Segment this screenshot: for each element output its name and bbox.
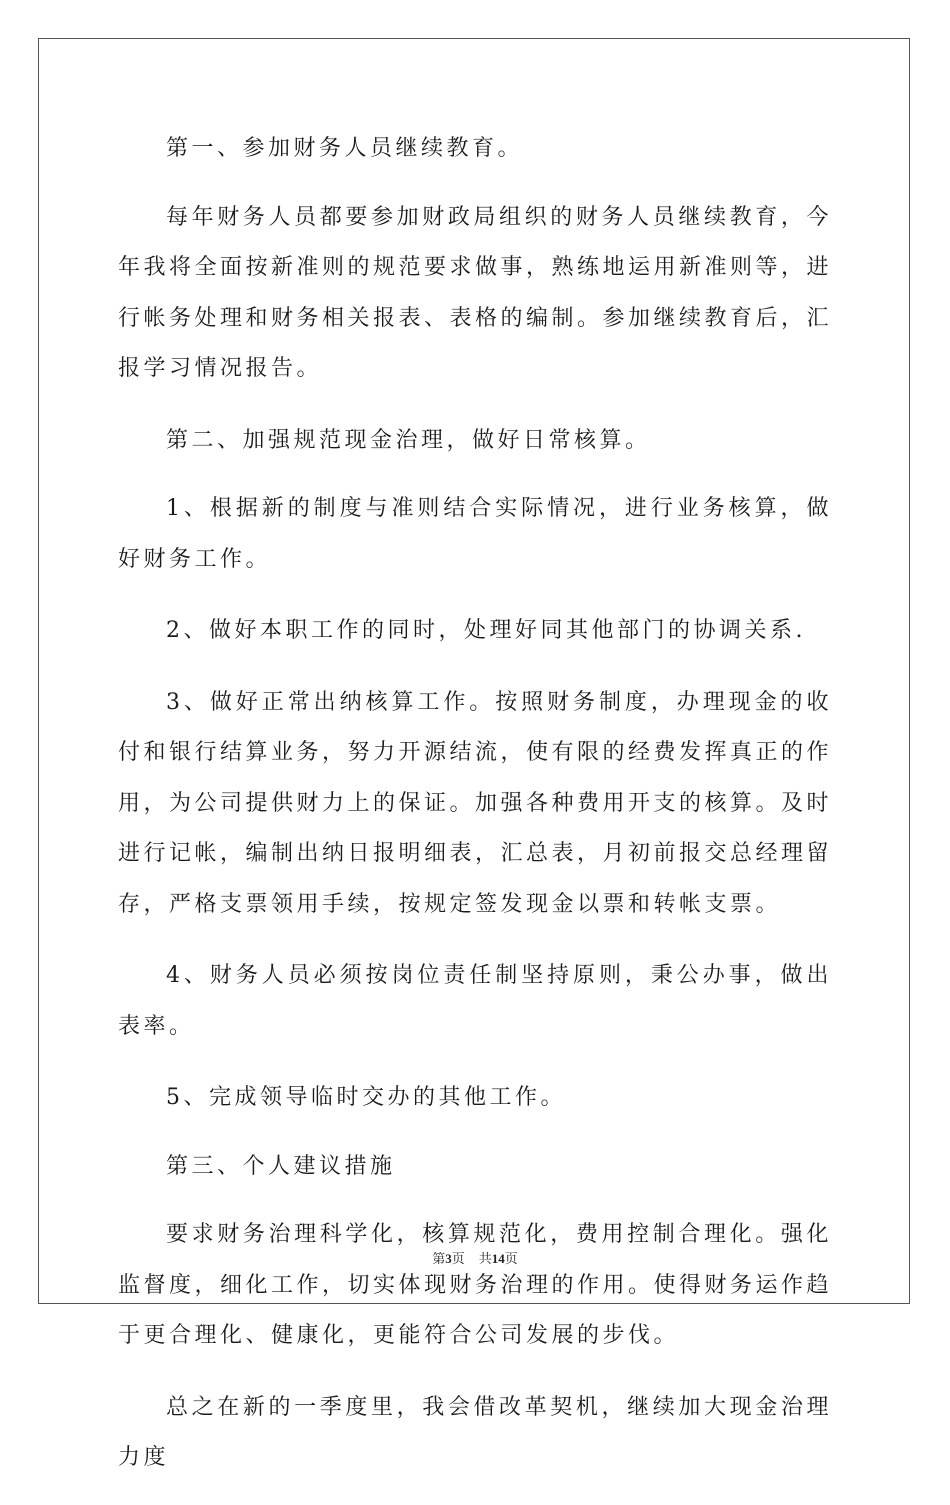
- list-item-4: 4、财务人员必须按岗位责任制坚持原则，秉公办事，做出表率。: [118, 963, 832, 1039]
- list-item-5: 5、完成领导临时交办的其他工作。: [166, 1085, 566, 1110]
- document-body: [118, 124, 832, 1505]
- list-item-1: 1、根据新的制度与准则结合实际情况，进行业务核算，做好财务工作。: [118, 496, 832, 572]
- footer-total-prefix: 共: [478, 1251, 492, 1266]
- section-heading-1: 第一、参加财务人员继续教育。: [166, 136, 524, 161]
- paragraph-suggestions: 要求财务治理科学化，核算规范化，费用控制合理化。强化监督度，细化工作，切实体现财务治理的作用。使得财务运作趋于更合理化、健康化，更能符合公司发展的步伐。: [118, 1222, 833, 1348]
- section-heading-2: 第二、加强规范现金治理，做好日常核算。: [166, 427, 651, 453]
- page-footer: [0, 1248, 950, 1267]
- paragraph-conclusion: 总之在新的一季度里，我会借改革契机，继续加大现金治理力度: [118, 1394, 832, 1470]
- footer-page-prefix: 第: [432, 1251, 446, 1266]
- list-item-2: 2、做好本职工作的同时，处理好同其他部门的协调关系.: [166, 618, 806, 643]
- list-item-3: 3、做好正常出纳核算工作。按照财务制度，办理现金的收付和银行结算业务，努力开源结流，使有限的经费发挥真正的作用，为公司提供财力上的保证。加强各种费用开支的核算。及时进行记帐，编制出纳日报明细表，汇总表，月初前报交总经理留存，严格支票领用手续，按规定签发现金以票和转帐支票。: [118, 689, 833, 917]
- paragraph-continuing-education: 每年财务人员都要参加财政局组织的财务人员继续教育，今年我将全面按新准则的规范要求做事，熟练地运用新准则等，进行帐务处理和财务相关报表、表格的编制。参加继续教育后，汇报学习情况报告。: [118, 204, 833, 381]
- section-heading-3: 第三、个人建议措施: [166, 1153, 396, 1179]
- footer-page-suffix: 页: [451, 1251, 465, 1266]
- footer-page-current: 3: [445, 1251, 452, 1266]
- footer-page-total: 14: [491, 1251, 505, 1266]
- footer-total-suffix: 页: [504, 1251, 518, 1266]
